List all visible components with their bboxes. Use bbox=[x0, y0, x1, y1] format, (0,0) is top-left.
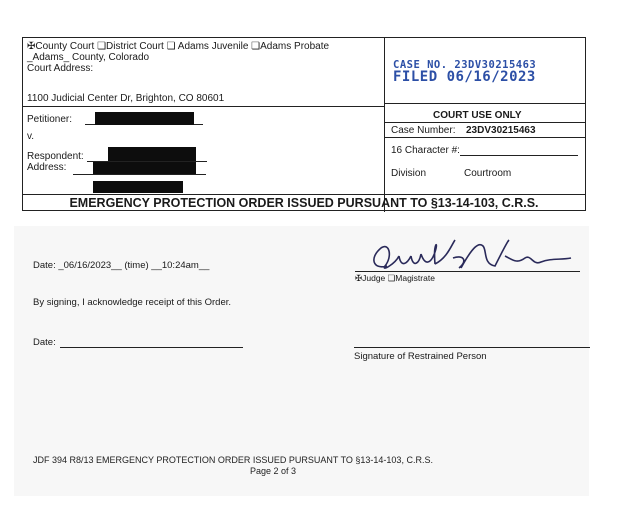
court-type-line: ✠County Court ❏District Court ❏ Adams Juvenile ❏Adams Probate bbox=[27, 41, 330, 52]
case-number-divider bbox=[385, 137, 585, 138]
restrained-signature-line bbox=[354, 347, 590, 348]
division-label: Division bbox=[391, 168, 427, 179]
address-redaction-1 bbox=[93, 162, 196, 174]
restrained-signature-label: Signature of Restrained Person bbox=[354, 351, 487, 362]
page-number: Page 2 of 3 bbox=[250, 466, 297, 476]
respondent-redaction bbox=[108, 147, 196, 161]
court-address: 1100 Judicial Center Dr, Brighton, CO 80601 bbox=[27, 93, 225, 104]
divider-line bbox=[23, 106, 384, 107]
case-caption-box bbox=[22, 37, 586, 211]
petitioner-label: Petitioner: bbox=[27, 114, 73, 125]
address-label: Address: bbox=[27, 162, 67, 173]
county-line: _Adams_ County, Colorado bbox=[27, 52, 150, 63]
court-address-label: Court Address: bbox=[27, 63, 94, 74]
address-underline bbox=[73, 174, 206, 175]
judge-signature-line bbox=[355, 271, 580, 272]
order-title: EMERGENCY PROTECTION ORDER ISSUED PURSUANT TO §13-14-103, C.R.S. bbox=[69, 196, 539, 210]
restrained-date-line bbox=[60, 347, 243, 348]
sixteen-character-underline bbox=[460, 155, 578, 156]
order-date-time-line: Date: _06/16/2023__ (time) __10:24am__ bbox=[33, 260, 210, 271]
sixteen-character-label: 16 Character #: bbox=[391, 145, 460, 156]
v-label: v. bbox=[27, 131, 35, 142]
case-number-label: Case Number: bbox=[391, 125, 456, 136]
restrained-date-label: Date: bbox=[33, 337, 56, 348]
stamp-divider bbox=[385, 103, 585, 104]
filed-date-stamp: FILED 06/16/2023 bbox=[393, 69, 536, 85]
petitioner-redaction bbox=[95, 112, 194, 125]
address-redaction-2 bbox=[93, 181, 183, 193]
column-divider bbox=[384, 38, 385, 212]
form-footer-line: JDF 394 R8/13 EMERGENCY PROTECTION ORDER ISSUED PURSUANT TO §13-14-103, C.R.S. bbox=[33, 455, 433, 465]
court-use-divider bbox=[385, 122, 585, 123]
case-number-stamp: CASE NO. 23DV30215463 bbox=[393, 59, 537, 71]
acknowledgement-text: By signing, I acknowledge receipt of this Order. bbox=[33, 297, 232, 308]
judge-magistrate-checkboxes: ✠Judge ❏Magistrate bbox=[355, 273, 435, 283]
case-number-value: 23DV30215463 bbox=[466, 125, 536, 136]
respondent-label: Respondent: bbox=[27, 151, 84, 162]
court-use-heading: COURT USE ONLY bbox=[433, 110, 522, 121]
courtroom-label: Courtroom bbox=[464, 168, 512, 179]
